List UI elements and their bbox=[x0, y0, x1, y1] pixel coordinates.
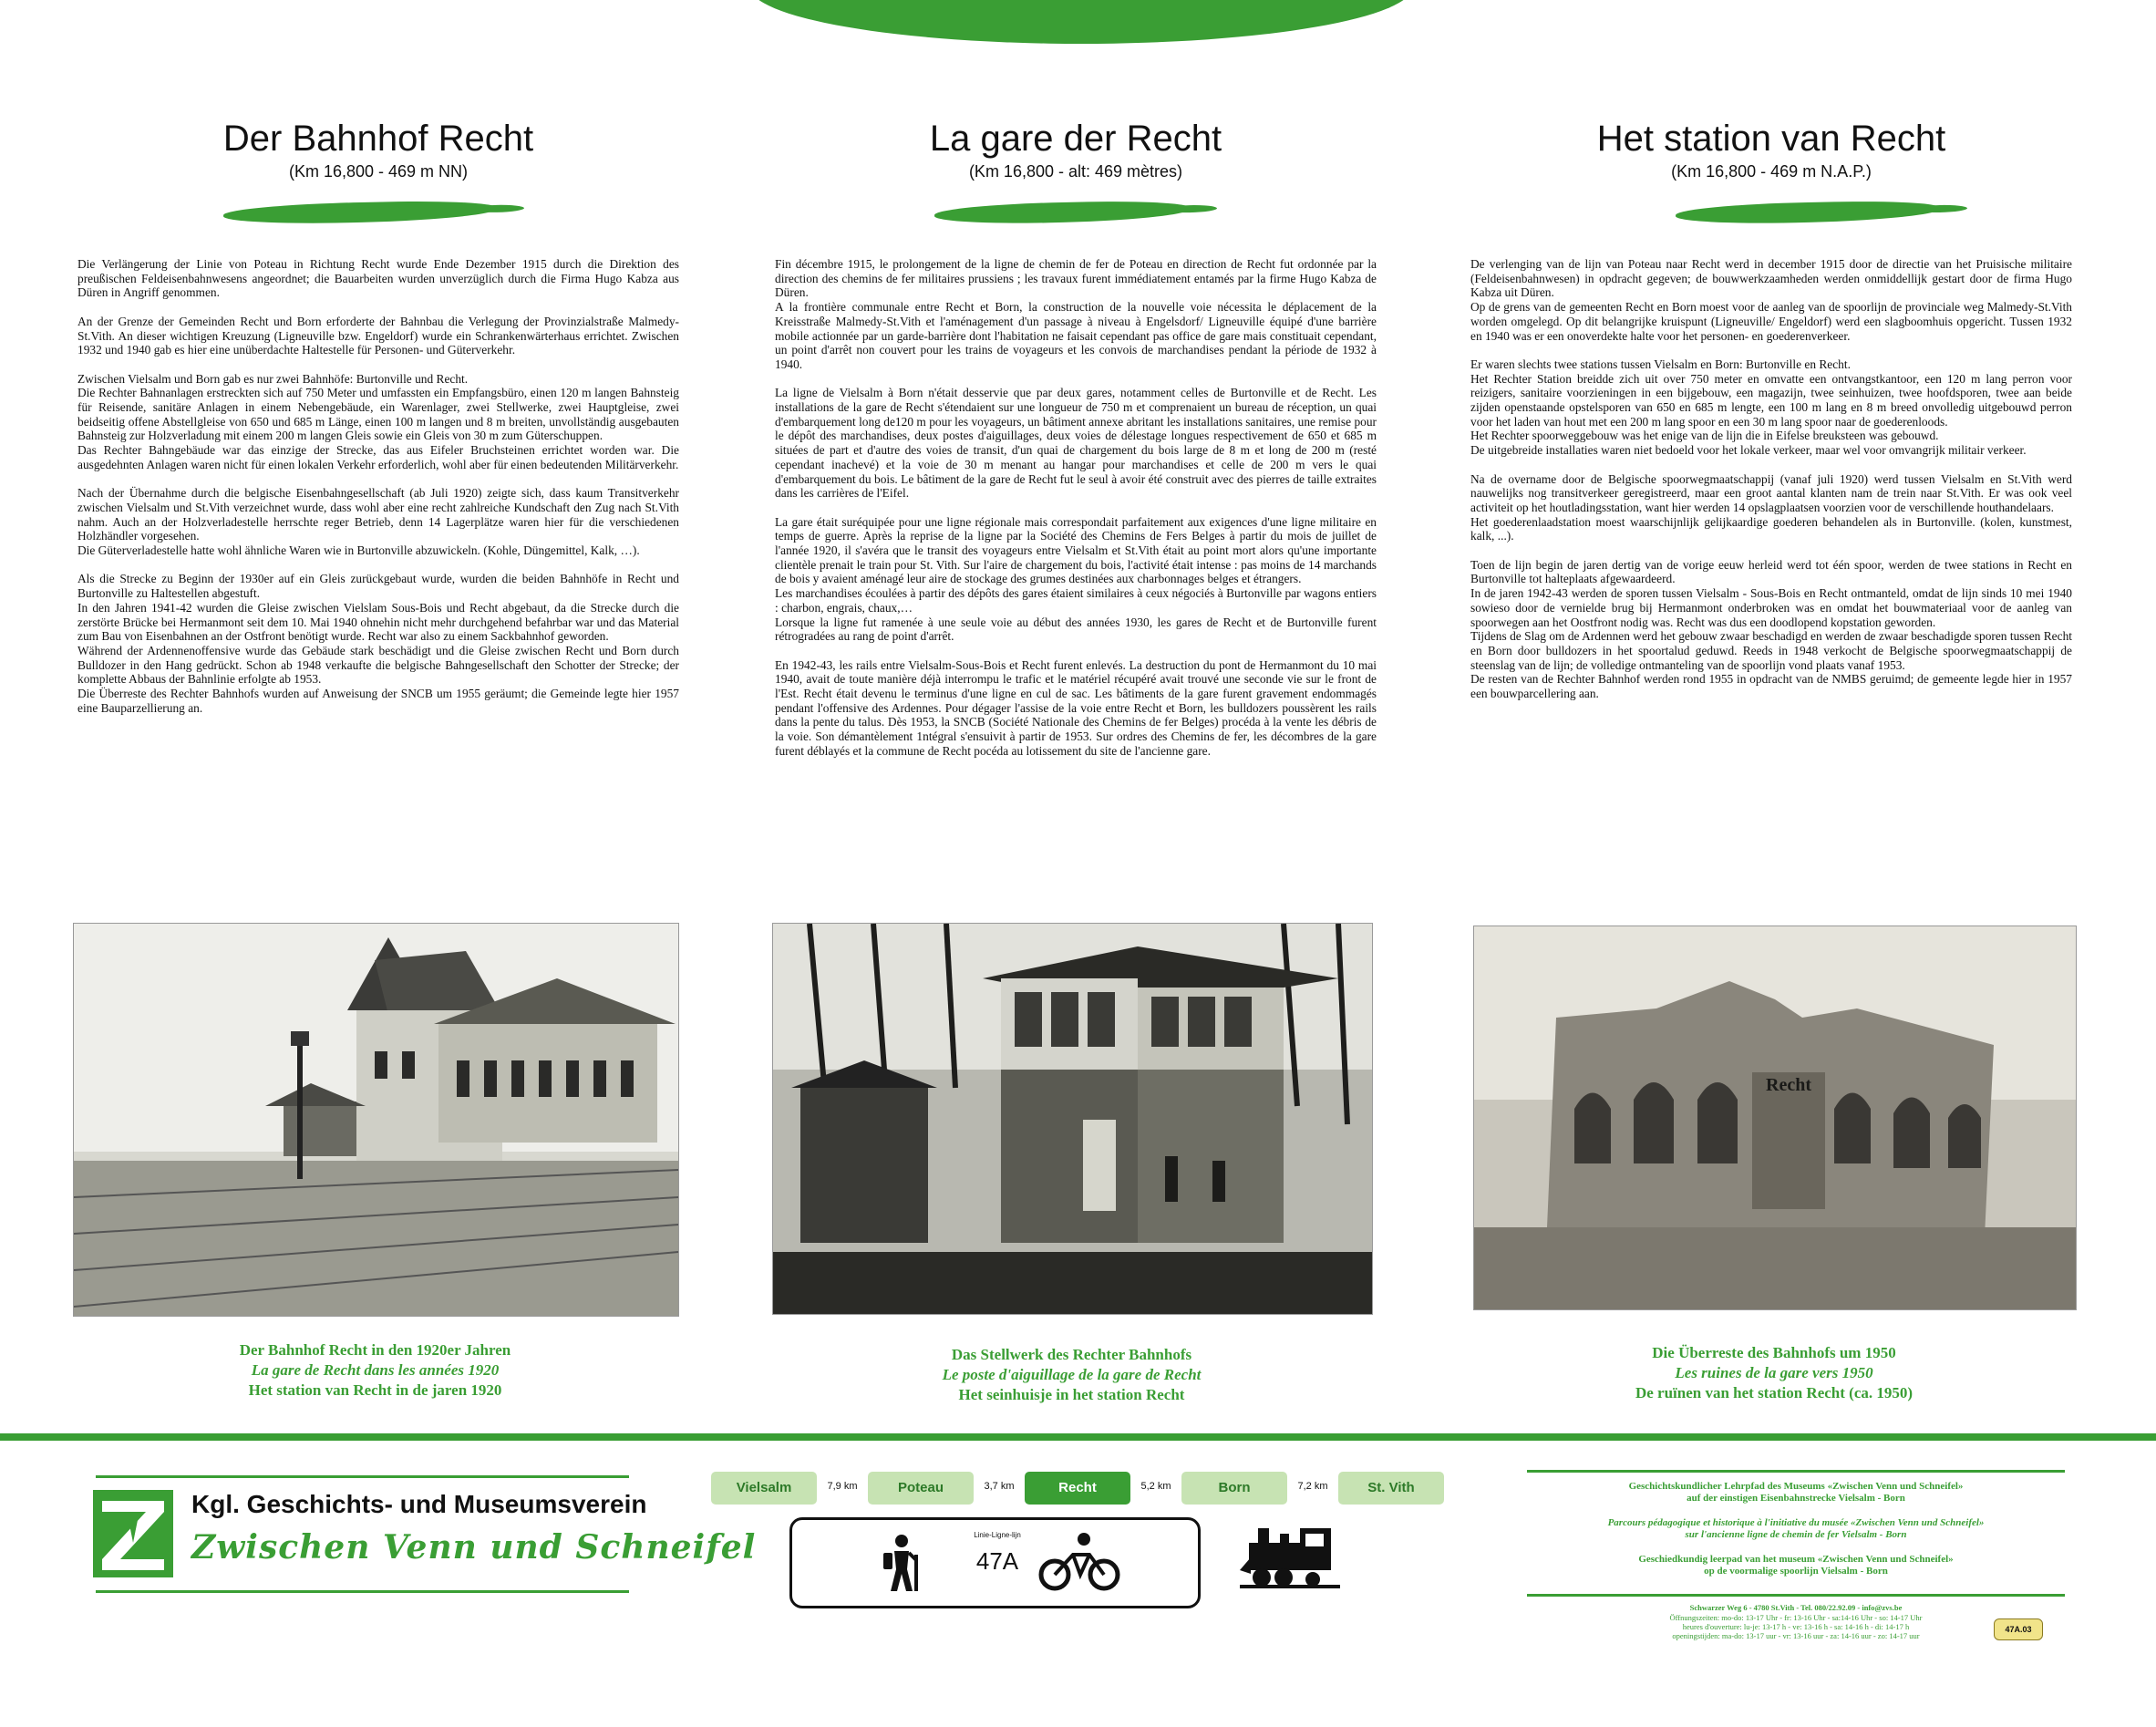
ruins-photo-illustration bbox=[1474, 926, 2076, 1309]
museum-info bbox=[1527, 1470, 2065, 1652]
caption-fr: Les ruines de la gare vers 1950 bbox=[1675, 1364, 1873, 1381]
distance-label: 7,9 km bbox=[827, 1481, 858, 1492]
station-recht-active: Recht bbox=[1025, 1472, 1130, 1505]
info-line: Geschiedkundig leerpad van het museum «Zwischen Venn und Schneifel» bbox=[1638, 1554, 1954, 1565]
info-line: Geschichtskundlicher Lehrpfad des Museums «Zwischen Venn und Schneifel» bbox=[1628, 1481, 1964, 1492]
info-german bbox=[1527, 1481, 2065, 1505]
caption-nl: De ruïnen van het station Recht (ca. 1950) bbox=[1635, 1384, 1914, 1401]
route-bar bbox=[711, 1472, 1445, 1508]
info-line: auf der einstigen Eisenbahnstrecke Vielsalm - Born bbox=[1687, 1493, 1905, 1504]
info-line: sur l'ancienne ligne de chemin de fer Vielsalm - Born bbox=[1685, 1529, 1907, 1540]
caption-de: Die Überreste des Bahnhofs um 1950 bbox=[1652, 1344, 1896, 1361]
paragraph: Toen de lijn begin de jaren dertig van de vorige eeuw herleid werd tot één spoor, werden de twee stations in Recht en Burtonville tot halteplaats afgewaardeerd. In de jaren 1942-43 werden de sporen tussen Vielsalm - Sous-Bois en Recht ontmanteld, omdat de lijn sinds 10 mei 1940 sowieso door de vernielde brug bij Hermanmont onderbroken was en omdat het bouwmateriaal voor de aanleg van spoorwegen aan het Oostfront nodig was. Recht was dus een doodlopend kopstation geworden. Tijdens de Slag om de Ardennen werd het gebouw zwaar beschadigd en werden de zwaar beschadigde sporen tussen Recht en Born door bulldozers in het spoortalud geduwd. Reeds in 1948 verkocht de Belgische spoorwegmaatschappij de steenslag van de lijn; de volledige ontmanteling van de spoorlijn vond plaats vanaf 1953. De resten van de Rechter Bahnhof werden rond 1955 in opdracht van de NMBS geruimd; de gemeente legde hier in 1957 een bouwparcellering aan. bbox=[1470, 557, 2072, 701]
green-brush-stroke bbox=[223, 200, 497, 225]
info-line: op de voormalige spoorlijn Vielsalm - Born bbox=[1704, 1566, 1888, 1577]
opening-hours bbox=[1527, 1613, 2065, 1640]
station-poteau: Poteau bbox=[868, 1472, 974, 1505]
photo-station-1920s bbox=[73, 923, 679, 1317]
green-brush-stroke bbox=[934, 200, 1190, 225]
hours-line: Öffnungszeiten: mo-do: 13-17 Uhr - fr: 13-16 Uhr - sa:14-16 Uhr - so: 14-17 Uhr bbox=[1669, 1613, 1923, 1622]
info-rule bbox=[1527, 1470, 2065, 1473]
column-title: Der Bahnhof Recht bbox=[222, 119, 534, 159]
info-dutch bbox=[1527, 1554, 2065, 1577]
photo-signal-box bbox=[772, 923, 1373, 1315]
paragraph: Fin décembre 1915, le prolongement de la ligne de chemin de fer de Poteau en direction de Recht fut ordonnée par la direction des chemins de fer militaires prussiens ; les travaux furent immédiatement entamés par la firme Hugo Kabza de Düren. A la frontière communale entre Recht et Born, la construction de la nouvelle voie nécessita le déplacement de la Kreisstraße Malmedy-St.Vith et l'aménagement d'un passage à niveau à Engelsdorf/ Ligneuville équipé d'une barrière mobile actionnée par un garde-barrière dont l'habitation ne faisait cependant pas office de gare mais constituait cependant, un point d'arrêt non couvert pour les trains de voyageurs et les convois de marchandises pendant la période de 1932 à 1940. bbox=[775, 257, 1377, 371]
distance-label: 3,7 km bbox=[984, 1481, 1015, 1492]
station-st-vith: St. Vith bbox=[1338, 1472, 1444, 1505]
column-subtitle: (Km 16,800 - 469 m N.A.P.) bbox=[1671, 162, 1872, 181]
paragraph: Zwischen Vielsalm und Born gab es nur zwei Bahnhöfe: Burtonville und Recht. Die Rechter Bahnanlagen erstreckten sich auf 750 Meter und umfassten ein Empfangsbüro, einen 120 m langen Bahnsteig für Reisende, sanitäre Anlagen in einem Nebengebäude, ein Warenlager, zwei Stellwerke, zwei Hauptgleise, zwei beidseitig offene Abstellgleise von 650 und 685 m Länge, einen 100 m langen und 8 m breiten, unvollständig ausgebauten Bahnsteig zur Holzverladung mit einem 200 m langen Gleis sowie ein Gleis von 30 m zum Güterschuppen. Das Rechter Bahngebäude war das einzige der Strecke, das aus Eifeler Bruchsteinen errichtet worden war. Die ausgedehnten Anlagen waren nicht für einen lokalen Verkehr erforderlich, wohl aber für einen bedeutenden Militärverkehr. bbox=[77, 371, 679, 471]
green-divider bbox=[0, 1433, 2156, 1441]
bicycle-icon bbox=[1038, 1531, 1120, 1593]
zvs-logo-icon bbox=[91, 1488, 175, 1579]
top-green-oval bbox=[749, 0, 1413, 44]
distance-label: 5,2 km bbox=[1140, 1481, 1171, 1492]
station-sign-text: Recht bbox=[1766, 1075, 1811, 1095]
logo-rule bbox=[96, 1590, 629, 1593]
photo-ruins-1950 bbox=[1473, 926, 2077, 1310]
station-photo-illustration bbox=[74, 924, 678, 1316]
paragraph: De verlenging van de lijn van Poteau naar Recht werd in december 1915 door de directie van het Pruisische militaire (Feldeisenbahnwesen) in opdracht gegeven; de bouwwerkzaamheden werden onmiddellijk gestart door de firma Hugo Kabza uit Düren. Op de grens van de gemeenten Recht en Born moest voor de aanleg van de spoorlijn de provinciale weg Malmedy-St.Vith worden omgelegd. Op dit belangrijke kruispunt (Ligneuville/ Engeldorf) werd een slagboomhuis opgericht. Tussen 1932 en 1940 was er een onoverdekte halte voor het personen- en goederenverkeer. bbox=[1470, 257, 2072, 343]
paragraph: Nach der Übernahme durch die belgische Eisenbahngesellschaft (ab Juli 1920) zeigte sich, dass kaum Transitverkehr zwischen Vielsalm und St.Vith verzeichnet wurde, dass wohl aber eine recht zahlreiche Kundschaft den Zug nach St.Vith nahm. Auch an der Holzverladestelle herrschte reger Betrieb, denn 14 Lagerplätze waren hier für die verschiedenen Holzhändler vorgesehen. Die Güterverladestelle hatte wohl ähnliche Waren wie in Burtonville abzuwickeln. (Kohle, Düngemittel, Kalk, …). bbox=[77, 486, 679, 558]
photo-caption bbox=[772, 1345, 1371, 1405]
logo-rule bbox=[96, 1475, 629, 1478]
paragraph: Na de overname door de Belgische spoorwegmaatschappij (vanaf juli 1920) werd tussen Vielsalm en St.Vith werd nauwelijks nog transitverkeer geregistreerd, maar een groot aantal klanten nam de trein naar St.Vith. Er was ook veel activiteit op het houtladingsstation, want hier werden 14 opslagplaatsen voorzien voor de verschillende houthandelaars. Het goederenlaadstation moest waarschijnlijk gelijkaardige goederen behandelen als in Burtonville. (kolen, kunstmest, kalk, ...). bbox=[1470, 471, 2072, 543]
info-french bbox=[1527, 1517, 2065, 1541]
column-body bbox=[1470, 257, 2072, 715]
caption-fr: La gare de Recht dans les années 1920 bbox=[251, 1361, 500, 1379]
line-label: Linie-Ligne-lijn bbox=[974, 1531, 1021, 1539]
hours-line: openingstijden: ma-do: 13-17 uur - vr: 13-16 uur - za: 14-16 uur - zo: 14-17 uur bbox=[1672, 1631, 1920, 1640]
info-address: Schwarzer Weg 6 - 4780 St.Vith - Tel. 080/22.92.09 - info@zvs.be bbox=[1689, 1603, 1903, 1612]
column-title: La gare der Recht bbox=[929, 119, 1222, 159]
caption-fr: Le poste d'aiguillage de la gare de Recht bbox=[942, 1366, 1202, 1383]
paragraph: An der Grenze der Gemeinden Recht und Born erforderte der Bahnbau die Verlegung der Provinzialstraße Malmedy-St.Vith. An dieser wichtigen Kreuzung (Ligneuville bzw. Engeldorf) wurde ein Schrankenwärterhaus errichtet. Zwischen 1932 und 1940 gab es hier eine unüberdachte Haltestelle für Personen- und Güterverkehr. bbox=[77, 314, 679, 357]
caption-de: Der Bahnhof Recht in den 1920er Jahren bbox=[239, 1341, 511, 1359]
hiker-icon bbox=[874, 1533, 929, 1593]
caption-nl: Het seinhuisje in het station Recht bbox=[958, 1386, 1185, 1403]
column-title: Het station van Recht bbox=[1596, 119, 1946, 159]
line-number: 47A bbox=[975, 1547, 1019, 1575]
signal-box-photo-illustration bbox=[773, 924, 1372, 1314]
distance-label: 7,2 km bbox=[1297, 1481, 1328, 1492]
paragraph: Als die Strecke zu Beginn der 1930er auf ein Gleis zurückgebaut wurde, wurden die beiden Bahnhöfe in Recht und Burtonville zu Haltestellen abgestuft. In den Jahren 1941-42 wurden die Gleise zwischen Vielslam Sous-Bois und Recht abgebaut, da die Strecke durch die zerstörte Brücke bei Hermanmont seit dem 10. Mai 1940 ohnehin nicht mehr durchgehend befahrbar war und das Material zum Bau von Eisenbahnen an der Ostfront benötigt wurde. Recht war also zu einem Sackbahnhof geworden. Während der Ardennenoffensive wurde das Gebäude stark beschädigt und die Gleise zwischen Recht und Born durch Bulldozer in den Hang gedrückt. Schon ab 1948 verkaufte die belgische Bahngesellschaft den Schotter der Strecke; der komplette Abbaus der Bahnlinie erfolgte ab 1953. Die Überreste des Rechter Bahnhofs wurden auf Anweisung der SNCB um 1955 geräumt; die Gemeinde legte hier 1957 eine Bauparzellierung an. bbox=[77, 572, 679, 715]
column-body bbox=[775, 257, 1377, 772]
column-subtitle: (Km 16,800 - 469 m NN) bbox=[288, 162, 469, 181]
locomotive-icon bbox=[1240, 1521, 1340, 1590]
museum-logo bbox=[91, 1470, 757, 1598]
panel-id-badge: 47A.03 bbox=[1994, 1618, 2043, 1640]
green-brush-stroke bbox=[1676, 200, 1940, 225]
info-line: Parcours pédagogique et historique à l'initiative du musée «Zwischen Venn und Schneifel» bbox=[1607, 1517, 1985, 1528]
paragraph: La ligne de Vielsalm à Born n'était desservie que par deux gares, notamment celles de Burtonville et de Recht. Les installations de la gare de Recht s'étendaient sur une longueur de 750 m et comprenaient un bureau de réception, un quai d'embarquement long de120 m pour les voyageurs, un bâtiment annexe abritant les installations sanitaires, une remise pour le dépôt des marchandises, deux postes d'aiguillages, deux voies de délestage longues respectivement de 650 et 685 m situées de part et d'autre des voies de transit, d'un quai de chargement du bois large de 8 m et long de 200 m (resté cependant inachevé) et la voie de 30 m menant au hangar pour marchandises et celle de 200 m vers le quai d'embarquement du bois. Le bâtiment de la gare de Recht fut le seul à avoir été construit avec des pierres de taille extraites dans les carrières de l'Eifel. bbox=[775, 386, 1377, 501]
station-vielsalm: Vielsalm bbox=[711, 1472, 817, 1505]
caption-de: Das Stellwerk des Rechter Bahnhofs bbox=[951, 1346, 1192, 1363]
photo-caption bbox=[1473, 1343, 2075, 1403]
line-info-box bbox=[789, 1517, 1201, 1608]
paragraph: Er waren slechts twee stations tussen Vielsalm en Born: Burtonville en Recht. Het Rechter Station breidde zich uit over 750 meter en omvatte een ontvangstkantoor, een 120 m lang perron voor reizigers, sanitaire voorzieningen in een bijgebouw, een magazijn, twee seinhuizen, twee hoofdsporen, twee aan beide zijden openstaande opstelsporen van 650 en 685 m lengte, een 100 m lang en 8 m breed onvolledig uitgebouwd perron voor het laden van hout met een 200 m lang spoor en een 30 m lang spoor naar de goederenloods. Het Rechter spoorweggebouw was het enige van de lijn die in Eifelse breuksteen was gebouwd. De uitgebreide installaties waren niet bedoeld voor het lokale verkeer, maar wel voor omvangrijk militair verkeer. bbox=[1470, 357, 2072, 458]
station-born: Born bbox=[1181, 1472, 1287, 1505]
logo-title: Kgl. Geschichts- und Museumsverein bbox=[191, 1490, 647, 1518]
paragraph: Die Verlängerung der Linie von Poteau in Richtung Recht wurde Ende Dezember 1915 durch die Direktion des preußischen Feldeisenbahnwesens angeordnet; die Bauarbeiten wurden unverzüglich durch die Firma Hugo Kabza aus Düren in Angriff genommen. bbox=[77, 257, 679, 300]
column-subtitle: (Km 16,800 - alt: 469 mètres) bbox=[968, 162, 1183, 181]
column-body bbox=[77, 257, 679, 729]
paragraph: En 1942-43, les rails entre Vielsalm-Sous-Bois et Recht furent enlevés. La destruction du pont de Hermanmont du 10 mai 1940, avait de toute manière déjà interrompu le trafic et le matériel récupéré avait trouvé une seconde vie sur le front de l'Est. Recht était devenu le terminus d'une ligne en cul de sac. Les bâtiments de la gare furent gravement endommagés pendant l'offensive des Ardennes. Pour dégager l'assise de la voie entre Recht et Born, les bulldozers poussèrent les rails dans la pente du talus. Dès 1953, la SNCB (Société Nationale des Chemins de fer Belges) procéda à la vente les débris de la voie. Son démantèlement 1ntégral s'ensuivit à partir de 1953. Sur ordres des Chemins de fer, les décombres de la gare furent déblayés et la commune de Recht pocéda au lotissement du site de l'ancienne gare. bbox=[775, 657, 1377, 758]
caption-nl: Het station van Recht in de jaren 1920 bbox=[248, 1381, 502, 1399]
logo-subtitle: Zwischen Venn und Schneifel bbox=[191, 1528, 757, 1567]
paragraph: La gare était suréquipée pour une ligne régionale mais correspondait parfaitement aux exigences d'une ligne militaire en temps de guerre. Après la reprise de la ligne par la Société des Chemins de Fers Belges à partir du mois de juillet de l'année 1920, il s'avéra que le transit des voyageurs entre Vielsalm et St.Vith était au point mort alors qu'une importante clientèle prenait le train pour St. Vith. Sur l'aire de chargement du bois, l'activité était intense : pas moins de 14 marchands de bois y avaient aménagé leur aire de stockage des grumes destinées aux charbonnages belges et étrangers. Les marchandises écoulées à partir des dépôts des gares étaient similaires à ceux négociés à Burtonville par wagons entiers : charbon, engrais, chaux,… Lorsque la ligne fut ramenée à une seule voie au début des années 1930, les gares de Recht et de Burtonville furent rétrogradées au rang de point d'arrêt. bbox=[775, 514, 1377, 644]
info-rule bbox=[1527, 1594, 2065, 1597]
photo-caption bbox=[73, 1340, 677, 1401]
hours-line: heures d'ouverture: lu-je: 13-17 h - ve: 13-16 h - sa: 14-16 h - di: 14-17 h bbox=[1682, 1622, 1910, 1631]
